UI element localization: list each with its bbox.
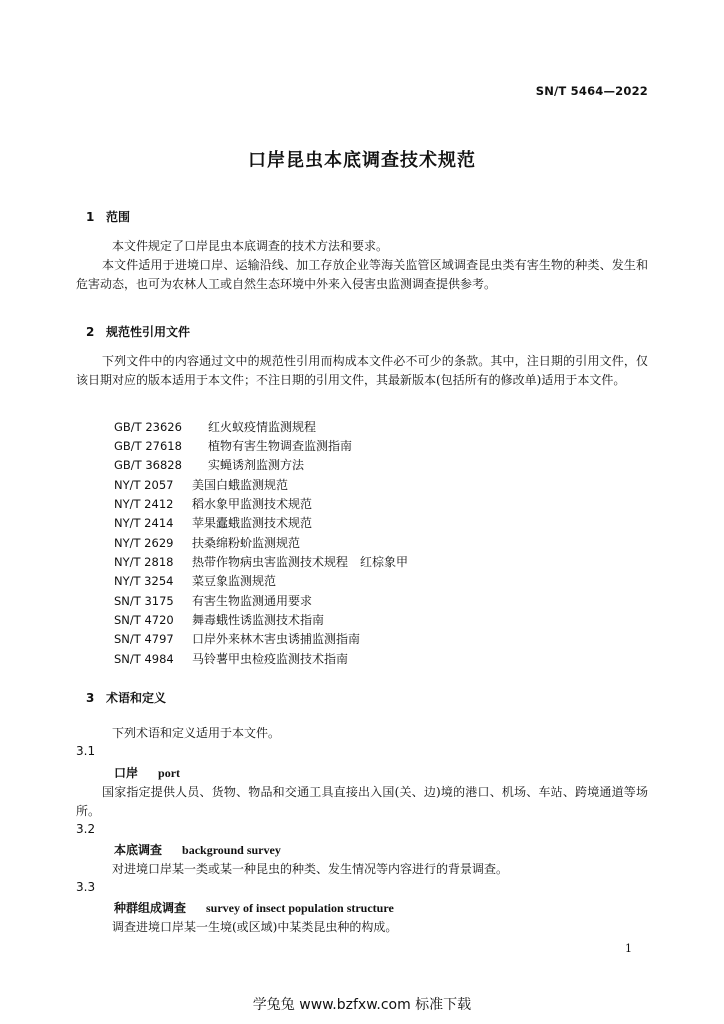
- reference-title: 有害生物监测通用要求: [192, 594, 313, 608]
- reference-title: 苹果蠹蛾监测技术规范: [192, 516, 313, 530]
- reference-item: [114, 456, 304, 473]
- reference-item: [114, 495, 312, 512]
- reference-item: [114, 514, 312, 531]
- reference-item: [114, 418, 316, 435]
- reference-item: [114, 650, 348, 667]
- reference-title: 马铃薯甲虫检疫监测技术指南: [192, 652, 349, 666]
- reference-title: 红火蚁疫情监测规程: [208, 420, 317, 434]
- term-zh: 本底调查: [114, 843, 163, 857]
- reference-code: GB/T 36828: [114, 458, 182, 472]
- term-en: survey of insect population structure: [206, 901, 394, 915]
- reference-code: NY/T 2412: [114, 497, 174, 511]
- section-number: 3: [86, 691, 95, 705]
- reference-code: NY/T 2414: [114, 516, 174, 530]
- reference-item: [114, 611, 324, 628]
- term-definition: 调查进境口岸某一生境(或区域)中某类昆虫种的构成。: [112, 920, 398, 934]
- reference-title: 稻水象甲监测技术规范: [192, 497, 313, 511]
- reference-code: NY/T 3254: [114, 574, 174, 588]
- term-entry: [114, 899, 394, 916]
- paragraph: 下列文件中的内容通过文中的规范性引用而构成本文件必不可少的条款。其中，注日期的引用文件，仅该日期对应的版本适用于本文件；不注日期的引用文件，其最新版本(包括所有的修改单)适用于本文件。: [76, 354, 648, 387]
- reference-code: NY/T 2818: [114, 555, 174, 569]
- section-heading-normative: [86, 323, 190, 340]
- reference-item: [114, 630, 360, 647]
- reference-code: GB/T 27618: [114, 439, 182, 453]
- reference-code: SN/T 4797: [114, 632, 174, 646]
- reference-title: 口岸外来林木害虫诱捕监测指南: [192, 632, 361, 646]
- reference-code: SN/T 3175: [114, 594, 174, 608]
- document-title: 口岸昆虫本底调查技术规范: [248, 150, 476, 171]
- reference-item: [114, 534, 300, 551]
- section-heading-scope: [86, 208, 130, 225]
- reference-title: 扶桑绵粉蚧监测规范: [192, 536, 301, 550]
- reference-title: 美国白蛾监测规范: [192, 478, 289, 492]
- reference-code: GB/T 23626: [114, 420, 182, 434]
- reference-item: [114, 476, 288, 493]
- reference-item: [114, 572, 276, 589]
- standard-code: SN/T 5464—2022: [535, 84, 648, 98]
- reference-code: NY/T 2629: [114, 536, 174, 550]
- term-zh: 口岸: [114, 766, 139, 780]
- term-en: port: [158, 766, 181, 780]
- term-definition: 对进境口岸某一类或某一种昆虫的种类、发生情况等内容进行的背景调查。: [112, 862, 509, 876]
- reference-code: SN/T 4984: [114, 652, 174, 666]
- term-en: background survey: [182, 843, 281, 857]
- reference-title: 菜豆象监测规范: [192, 574, 277, 588]
- reference-item: [114, 553, 408, 570]
- section-title: 范围: [106, 210, 131, 224]
- section-number: 1: [86, 210, 95, 224]
- reference-item: [114, 437, 352, 454]
- footer-watermark: 学兔兔 www.bzfxw.com 标准下载: [252, 997, 472, 1013]
- section-title: 术语和定义: [106, 691, 167, 705]
- paragraph: 本文件规定了口岸昆虫本底调查的技术方法和要求。: [112, 239, 389, 253]
- reference-title: 植物有害生物调查监测指南: [208, 439, 353, 453]
- term-number: 3.3: [76, 880, 96, 894]
- section-heading-terms: [86, 689, 166, 706]
- term-entry: [114, 764, 180, 781]
- term-number: 3.2: [76, 822, 96, 836]
- page-number: 1: [625, 942, 632, 955]
- term-entry: [114, 841, 281, 858]
- section-number: 2: [86, 325, 95, 339]
- term-number: 3.1: [76, 744, 96, 758]
- paragraph: 本文件适用于进境口岸、运输沿线、加工存放企业等海关监管区域调查昆虫类有害生物的种类、发生和危害动态，也可为农林人工或自然生态环境中外来入侵害虫监测调查提供参考。: [76, 258, 648, 291]
- term-definition: 国家指定提供人员、货物、物品和交通工具直接出入国(关、边)境的港口、机场、车站、跨境通道等场所。: [76, 785, 648, 818]
- paragraph: 下列术语和定义适用于本文件。: [112, 726, 281, 740]
- reference-title: 实蝇诱剂监测方法: [208, 458, 305, 472]
- reference-title: 热带作物病虫害监测技术规程 红棕象甲: [192, 555, 409, 569]
- reference-code: NY/T 2057: [114, 478, 174, 492]
- reference-title: 舞毒蛾性诱监测技术指南: [192, 613, 325, 627]
- section-title: 规范性引用文件: [106, 325, 191, 339]
- reference-item: [114, 592, 312, 609]
- reference-code: SN/T 4720: [114, 613, 174, 627]
- term-zh: 种群组成调查: [114, 901, 187, 915]
